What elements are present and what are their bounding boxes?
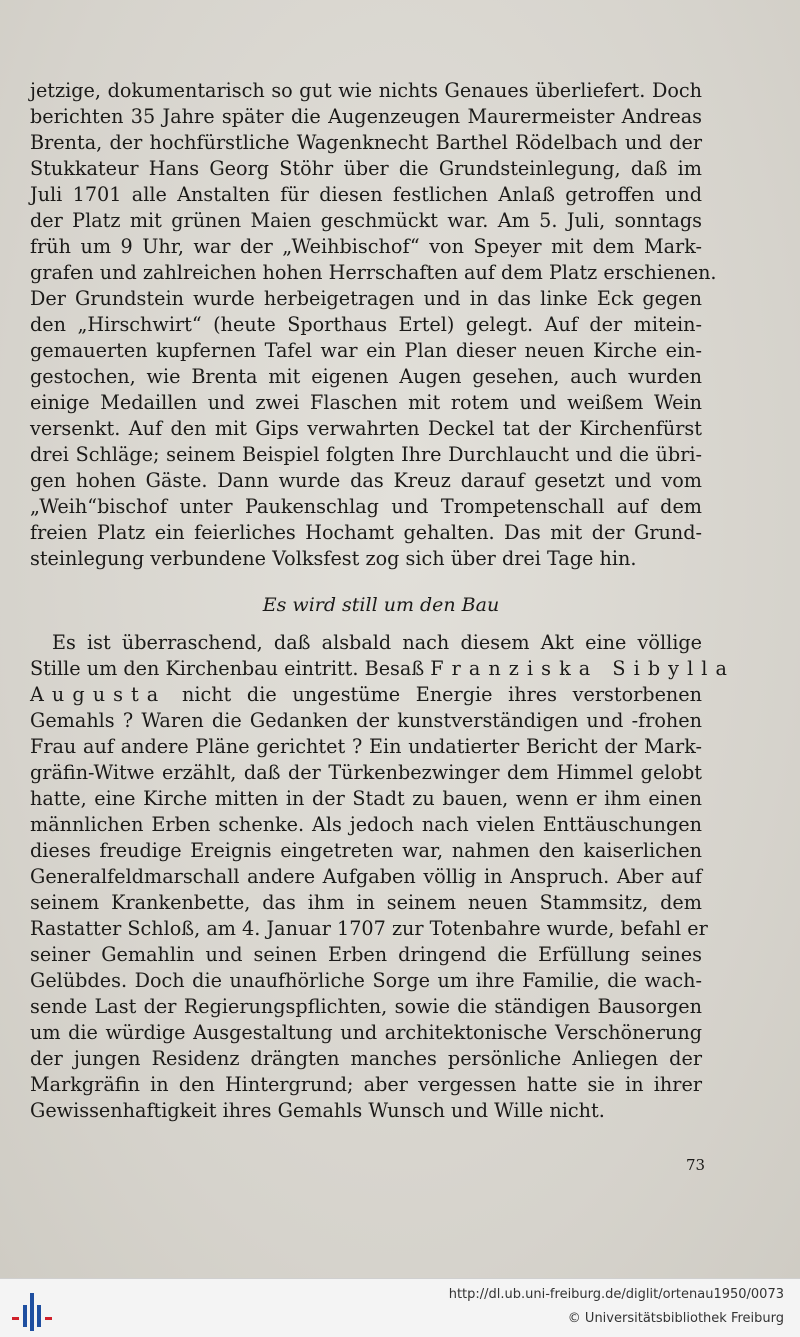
text-line: berichten 35 Jahre später die Augenzeugen Maurermeister Andreas xyxy=(30,105,702,128)
text-line: gemauerten kupfernen Tafel war ein Plan dieser neuen Kirche ein- xyxy=(30,339,702,362)
body-text xyxy=(30,78,735,1124)
text-line: Generalfeldmarschall andere Aufgaben völlig in Anspruch. Aber auf xyxy=(30,865,702,888)
section-heading: Es wird still um den Bau xyxy=(262,594,500,616)
text-line: hatte, eine Kirche mitten in der Stadt zu bauen, wenn er ihm einen xyxy=(30,787,702,810)
text-line: männlichen Erben schenke. Als jedoch nach vielen Enttäuschungen xyxy=(30,813,702,836)
text-line: Gemahls ? Waren die Gedanken der kunstverständigen und -frohen xyxy=(30,709,702,732)
text-line: einige Medaillen und zwei Flaschen mit rotem und weißem Wein xyxy=(30,391,702,414)
text-line: dieses freudige Ereignis eingetreten war, nahmen den kaiserlichen xyxy=(30,839,702,862)
text-line: um die würdige Ausgestaltung und architektonische Verschönerung xyxy=(30,1021,702,1044)
text-line: gräfin-Witwe erzählt, daß der Türkenbezwinger dem Himmel gelobt xyxy=(30,761,702,784)
copyright-notice: © Universitätsbibliothek Freiburg xyxy=(567,1311,784,1326)
library-logo-icon xyxy=(10,1291,54,1333)
text-line: Der Grundstein wurde herbeigetragen und in das linke Eck gegen xyxy=(30,287,702,310)
text-line: Gelübdes. Doch die unaufhörliche Sorge um ihre Familie, die wach- xyxy=(30,969,702,992)
text-line: sende Last der Regierungspflichten, sowie die ständigen Bausorgen xyxy=(30,995,702,1018)
text-line: grafen und zahlreichen hohen Herrschaften auf dem Platz erschienen. xyxy=(30,261,717,284)
text-line: seiner Gemahlin und seinen Erben dringend die Erfüllung seines xyxy=(30,943,702,966)
text-line: der Platz mit grünen Maien geschmückt war. Am 5. Juli, sonntags xyxy=(30,209,702,232)
text-line: seinem Krankenbette, das ihm in seinem neuen Stammsitz, dem xyxy=(30,891,702,914)
page-number: 73 xyxy=(686,1156,706,1174)
text-fragment: Stille um den Kirchenbau eintritt. Besaß xyxy=(30,657,431,680)
text-line: Brenta, der hochfürstliche Wagenknecht Barthel Rödelbach und der xyxy=(30,131,702,154)
text-line: Gewissenhaftigkeit ihres Gemahls Wunsch und Wille nicht. xyxy=(30,1099,605,1122)
person-name: Augusta xyxy=(30,683,167,706)
text-line: drei Schläge; seinem Beispiel folgten Ihre Durchlaucht und die übri- xyxy=(30,443,702,466)
permalink-url[interactable]: http://dl.ub.uni-freiburg.de/diglit/ortenau1950/0073 xyxy=(448,1287,784,1302)
paragraph-2 xyxy=(30,630,735,1124)
text-line xyxy=(30,682,702,708)
text-line: den „Hirschwirt“ (heute Sporthaus Ertel) gelegt. Auf der mitein- xyxy=(30,313,702,336)
text-line: Juli 1701 alle Anstalten für diesen festlichen Anlaß getroffen und xyxy=(30,183,702,206)
text-line: Rastatter Schloß, am 4. Januar 1707 zur Totenbahre wurde, befahl er xyxy=(30,917,708,940)
text-line: Es ist überraschend, daß alsbald nach diesem Akt eine völlige xyxy=(52,631,702,654)
text-line: jetzige, dokumentarisch so gut wie nichts Genaues überliefert. Doch xyxy=(30,79,702,102)
text-line: freien Platz ein feierliches Hochamt gehalten. Das mit der Grund- xyxy=(30,521,702,544)
text-line: versenkt. Auf den mit Gips verwahrten Deckel tat der Kirchenfürst xyxy=(30,417,702,440)
text-line xyxy=(30,656,735,682)
viewer-footer xyxy=(0,1278,800,1337)
text-line: Stukkateur Hans Georg Stöhr über die Grundsteinlegung, daß im xyxy=(30,157,702,180)
text-line: gestochen, wie Brenta mit eigenen Augen gesehen, auch wurden xyxy=(30,365,702,388)
text-line: gen hohen Gäste. Dann wurde das Kreuz darauf gesetzt und vom xyxy=(30,469,702,492)
text-line: steinlegung verbundene Volksfest zog sich über drei Tage hin. xyxy=(30,547,637,570)
text-line: „Weih“bischof unter Paukenschlag und Trompetenschall auf dem xyxy=(30,495,702,518)
text-fragment: nicht die ungestüme Energie ihres verstorbenen xyxy=(166,683,702,706)
person-name: Franziska Sibylla xyxy=(430,657,735,680)
text-line: Frau auf andere Pläne gerichtet ? Ein undatierter Bericht der Mark- xyxy=(30,735,702,758)
paragraph-1 xyxy=(30,78,717,572)
text-line: Markgräfin in den Hintergrund; aber vergessen hatte sie in ihrer xyxy=(30,1073,702,1096)
text-line: früh um 9 Uhr, war der „Weihbischof“ von Speyer mit dem Mark- xyxy=(30,235,702,258)
text-line: der jungen Residenz drängten manches persönliche Anliegen der xyxy=(30,1047,702,1070)
